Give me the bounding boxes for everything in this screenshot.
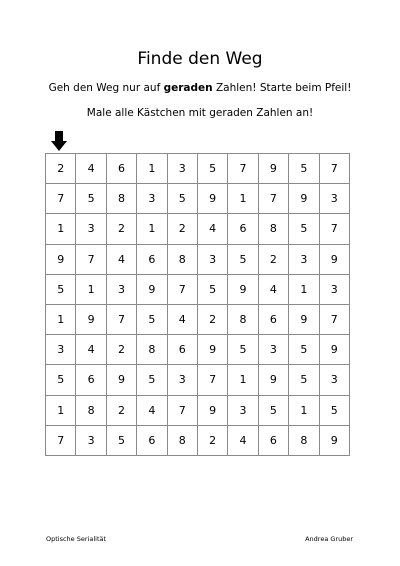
grid-cell[interactable]: 1 — [76, 274, 106, 304]
grid-cell[interactable]: 9 — [319, 335, 349, 365]
grid-cell[interactable]: 2 — [167, 214, 197, 244]
grid-cell[interactable]: 5 — [228, 244, 258, 274]
grid-cell[interactable]: 1 — [137, 214, 167, 244]
grid-cell[interactable]: 6 — [137, 425, 167, 455]
grid-row — [46, 244, 350, 274]
grid-cell[interactable]: 3 — [137, 184, 167, 214]
grid-cell[interactable]: 1 — [46, 304, 76, 334]
grid-cell[interactable]: 5 — [289, 154, 319, 184]
grid-row — [46, 154, 350, 184]
grid-cell[interactable]: 5 — [197, 274, 227, 304]
grid-cell[interactable]: 3 — [76, 425, 106, 455]
grid-cell[interactable]: 4 — [76, 154, 106, 184]
grid-cell[interactable]: 9 — [137, 274, 167, 304]
arrow-down-icon — [51, 131, 67, 151]
grid-cell[interactable]: 9 — [197, 335, 227, 365]
grid-row — [46, 214, 350, 244]
footer-left: Optische Serialität — [46, 535, 107, 543]
grid-cell[interactable]: 7 — [106, 304, 136, 334]
grid-cell[interactable]: 7 — [167, 395, 197, 425]
grid-cell[interactable]: 5 — [106, 425, 136, 455]
grid-cell[interactable]: 5 — [258, 395, 288, 425]
grid-cell[interactable]: 5 — [319, 395, 349, 425]
grid-cell[interactable]: 4 — [167, 304, 197, 334]
grid-cell[interactable]: 5 — [137, 304, 167, 334]
grid-cell[interactable]: 6 — [167, 335, 197, 365]
grid-cell[interactable]: 3 — [167, 154, 197, 184]
grid-cell[interactable]: 6 — [228, 214, 258, 244]
grid-cell[interactable]: 3 — [319, 365, 349, 395]
grid-cell[interactable]: 8 — [76, 395, 106, 425]
grid-cell[interactable]: 9 — [289, 184, 319, 214]
instruction-emphasis: geraden — [163, 82, 213, 94]
grid-cell[interactable]: 8 — [106, 184, 136, 214]
grid-cell[interactable]: 7 — [319, 214, 349, 244]
grid-cell[interactable]: 6 — [258, 425, 288, 455]
grid-cell[interactable]: 5 — [228, 335, 258, 365]
grid-row — [46, 395, 350, 425]
grid-cell[interactable]: 4 — [258, 274, 288, 304]
grid-cell[interactable]: 9 — [228, 274, 258, 304]
grid-cell[interactable]: 3 — [46, 335, 76, 365]
grid-cell[interactable]: 8 — [137, 335, 167, 365]
grid-cell[interactable]: 3 — [76, 214, 106, 244]
grid-cell[interactable]: 1 — [289, 274, 319, 304]
footer-right: Andrea Gruber — [305, 535, 353, 543]
grid-row — [46, 335, 350, 365]
grid-cell[interactable]: 6 — [258, 304, 288, 334]
grid-cell[interactable]: 2 — [106, 335, 136, 365]
grid-cell[interactable]: 3 — [197, 244, 227, 274]
grid-cell[interactable]: 2 — [197, 304, 227, 334]
grid-cell[interactable]: 5 — [137, 365, 167, 395]
grid-cell[interactable]: 6 — [76, 365, 106, 395]
grid-cell[interactable]: 7 — [167, 274, 197, 304]
grid-cell[interactable]: 7 — [76, 244, 106, 274]
grid-cell[interactable]: 9 — [319, 244, 349, 274]
instruction-line-2: Male alle Kästchen mit geraden Zahlen an! — [86, 107, 314, 119]
grid-cell[interactable]: 8 — [258, 214, 288, 244]
instruction-line-1 — [0, 81, 400, 95]
grid-cell[interactable]: 4 — [76, 335, 106, 365]
grid-cell[interactable]: 9 — [76, 304, 106, 334]
grid-row — [46, 365, 350, 395]
grid-cell[interactable]: 9 — [197, 395, 227, 425]
grid-cell[interactable]: 9 — [197, 184, 227, 214]
grid-cell[interactable]: 3 — [289, 244, 319, 274]
grid-cell[interactable]: 1 — [289, 395, 319, 425]
grid-cell[interactable]: 3 — [167, 365, 197, 395]
grid-cell[interactable]: 7 — [258, 184, 288, 214]
grid-cell[interactable]: 1 — [137, 154, 167, 184]
grid-cell[interactable]: 7 — [319, 154, 349, 184]
grid-cell[interactable]: 4 — [137, 395, 167, 425]
grid-cell[interactable]: 2 — [258, 244, 288, 274]
instruction-text: Zahlen! Starte beim Pfeil! — [212, 82, 352, 94]
grid-cell[interactable]: 5 — [289, 214, 319, 244]
grid-row — [46, 304, 350, 334]
grid-cell[interactable]: 1 — [228, 365, 258, 395]
grid-cell[interactable]: 9 — [289, 304, 319, 334]
grid-cell[interactable]: 6 — [106, 154, 136, 184]
grid-cell[interactable]: 9 — [258, 365, 288, 395]
grid-cell[interactable]: 8 — [289, 425, 319, 455]
grid-cell[interactable]: 9 — [258, 154, 288, 184]
grid-cell[interactable]: 5 — [197, 154, 227, 184]
instruction-text: Geh den Weg nur auf — [48, 82, 164, 94]
grid-cell[interactable]: 8 — [167, 425, 197, 455]
grid-cell[interactable]: 9 — [46, 244, 76, 274]
grid-cell[interactable]: 5 — [46, 365, 76, 395]
grid-cell[interactable]: 3 — [258, 335, 288, 365]
grid-cell[interactable]: 3 — [319, 274, 349, 304]
grid-cell[interactable]: 2 — [197, 425, 227, 455]
grid-cell[interactable]: 4 — [197, 214, 227, 244]
grid-cell[interactable]: 7 — [46, 184, 76, 214]
grid-cell[interactable]: 3 — [228, 395, 258, 425]
grid-row — [46, 274, 350, 304]
grid-cell[interactable]: 5 — [46, 274, 76, 304]
grid-cell[interactable]: 9 — [106, 365, 136, 395]
grid-row — [46, 184, 350, 214]
grid-cell[interactable]: 1 — [228, 184, 258, 214]
grid-cell[interactable]: 7 — [228, 154, 258, 184]
grid-cell[interactable]: 7 — [46, 425, 76, 455]
grid-cell[interactable]: 1 — [46, 395, 76, 425]
grid-cell[interactable]: 5 — [289, 365, 319, 395]
grid-cell[interactable]: 5 — [167, 184, 197, 214]
grid-cell[interactable]: 2 — [106, 395, 136, 425]
page-title: Finde den Weg — [137, 49, 263, 69]
number-grid — [45, 153, 350, 456]
grid-cell[interactable]: 8 — [228, 304, 258, 334]
grid-cell[interactable]: 2 — [46, 154, 76, 184]
grid-cell[interactable]: 4 — [106, 244, 136, 274]
grid-row — [46, 425, 350, 455]
grid-cell[interactable]: 2 — [106, 214, 136, 244]
grid-cell[interactable]: 7 — [319, 304, 349, 334]
grid-cell[interactable]: 3 — [319, 184, 349, 214]
grid-cell[interactable]: 4 — [228, 425, 258, 455]
grid-cell[interactable]: 7 — [197, 365, 227, 395]
grid-cell[interactable]: 9 — [319, 425, 349, 455]
grid-cell[interactable]: 5 — [76, 184, 106, 214]
grid-cell[interactable]: 3 — [106, 274, 136, 304]
grid-cell[interactable]: 1 — [46, 214, 76, 244]
grid-cell[interactable]: 6 — [137, 244, 167, 274]
grid-cell[interactable]: 5 — [289, 335, 319, 365]
grid-cell[interactable]: 8 — [167, 244, 197, 274]
